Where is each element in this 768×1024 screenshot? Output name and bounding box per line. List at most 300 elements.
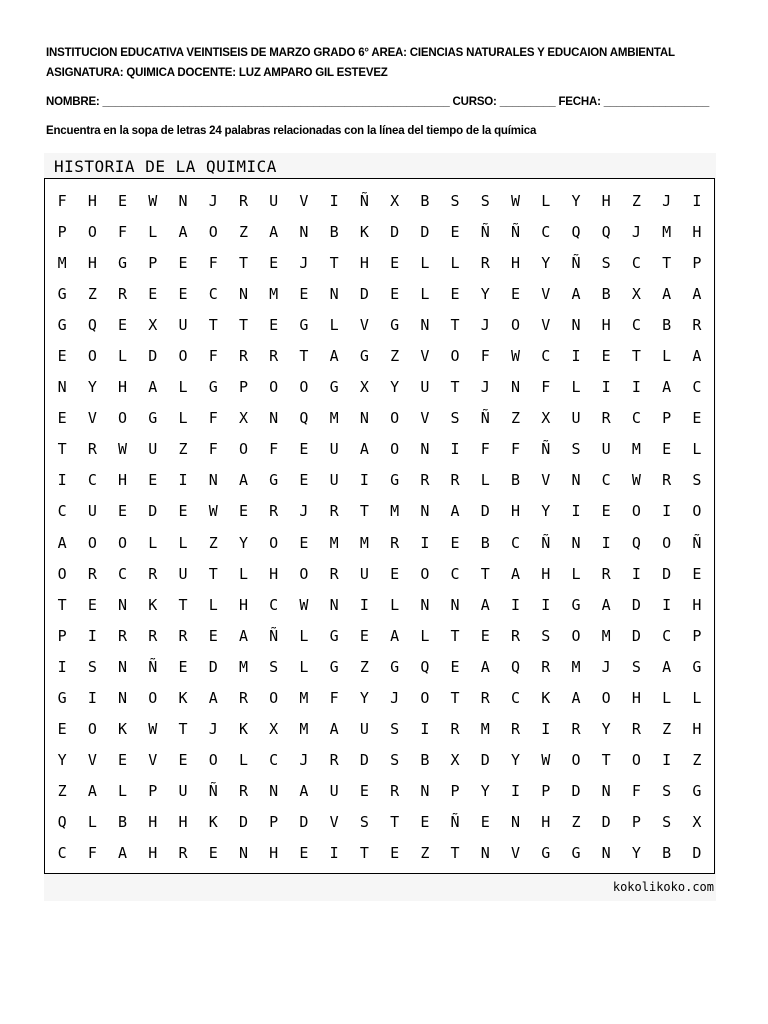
grid-letter[interactable]: R [329,564,339,583]
grid-letter[interactable]: U [269,191,279,210]
grid-letter[interactable]: V [541,284,551,303]
grid-letter[interactable]: Z [420,844,430,863]
grid-letter[interactable]: N [420,782,430,801]
grid-letter[interactable]: R [118,284,128,303]
grid-letter[interactable]: M [662,222,672,241]
grid-letter[interactable]: Z [57,782,67,801]
grid-letter[interactable]: X [631,284,641,303]
grid-letter[interactable]: A [662,284,672,303]
grid-letter[interactable]: O [420,688,430,707]
grid-letter[interactable]: N [208,471,218,490]
grid-letter[interactable]: N [238,284,248,303]
grid-letter[interactable]: I [662,502,672,521]
grid-letter[interactable]: E [450,284,460,303]
grid-letter[interactable]: T [178,720,188,739]
grid-letter[interactable]: Ñ [541,533,551,552]
grid-letter[interactable]: I [420,533,430,552]
grid-letter[interactable]: E [450,657,460,676]
grid-letter[interactable]: R [118,626,128,645]
grid-letter[interactable]: P [238,378,248,397]
grid-letter[interactable]: D [299,813,309,832]
grid-letter[interactable]: S [450,409,460,428]
grid-letter[interactable]: K [238,720,248,739]
grid-letter[interactable]: C [541,222,551,241]
grid-letter[interactable]: Ñ [480,222,490,241]
grid-letter[interactable]: R [571,720,581,739]
grid-letter[interactable]: B [511,471,521,490]
grid-letter[interactable]: V [359,315,369,334]
grid-letter[interactable]: H [148,813,158,832]
grid-letter[interactable]: M [329,533,339,552]
grid-letter[interactable]: E [87,595,97,614]
grid-letter[interactable]: G [208,378,218,397]
grid-letter[interactable]: A [511,564,521,583]
grid-letter[interactable]: V [299,191,309,210]
grid-letter[interactable]: U [87,502,97,521]
grid-letter[interactable]: Q [299,409,309,428]
grid-letter[interactable]: L [571,378,581,397]
grid-letter[interactable]: R [390,533,400,552]
grid-letter[interactable]: I [178,471,188,490]
grid-letter[interactable]: L [692,440,702,459]
grid-letter[interactable]: E [178,657,188,676]
grid-letter[interactable]: N [329,595,339,614]
grid-letter[interactable]: I [57,657,67,676]
grid-letter[interactable]: G [692,782,702,801]
grid-letter[interactable]: T [450,844,460,863]
grid-letter[interactable]: L [329,315,339,334]
grid-letter[interactable]: G [269,471,279,490]
grid-letter[interactable]: C [87,471,97,490]
grid-letter[interactable]: I [87,688,97,707]
grid-letter[interactable]: T [662,253,672,272]
grid-letter[interactable]: Y [511,751,521,770]
grid-letter[interactable]: N [359,409,369,428]
grid-letter[interactable]: Ñ [541,440,551,459]
grid-letter[interactable]: L [571,564,581,583]
grid-letter[interactable]: I [450,440,460,459]
grid-letter[interactable]: B [480,533,490,552]
grid-letter[interactable]: O [269,378,279,397]
grid-letter[interactable]: C [662,626,672,645]
grid-letter[interactable]: F [511,440,521,459]
grid-letter[interactable]: T [390,813,400,832]
grid-letter[interactable]: U [178,315,188,334]
grid-letter[interactable]: O [390,440,400,459]
grid-letter[interactable]: G [329,626,339,645]
grid-letter[interactable]: Z [511,409,521,428]
grid-letter[interactable]: Y [631,844,641,863]
grid-letter[interactable]: E [299,471,309,490]
grid-letter[interactable]: V [148,751,158,770]
grid-letter[interactable]: W [118,440,128,459]
grid-letter[interactable]: S [631,657,641,676]
grid-letter[interactable]: C [118,564,128,583]
grid-letter[interactable]: L [390,595,400,614]
grid-letter[interactable]: E [57,409,67,428]
grid-letter[interactable]: Y [359,688,369,707]
grid-letter[interactable]: J [208,191,218,210]
grid-letter[interactable]: D [390,222,400,241]
grid-letter[interactable]: U [420,378,430,397]
grid-letter[interactable]: R [178,626,188,645]
grid-letter[interactable]: U [359,720,369,739]
grid-letter[interactable]: L [420,284,430,303]
curso-field[interactable]: _________ [499,96,556,108]
grid-letter[interactable]: S [601,253,611,272]
grid-letter[interactable]: H [118,471,128,490]
grid-letter[interactable]: E [480,813,490,832]
grid-letter[interactable]: C [208,284,218,303]
grid-letter[interactable]: W [148,191,158,210]
grid-letter[interactable]: E [450,533,460,552]
grid-letter[interactable]: H [269,844,279,863]
grid-letter[interactable]: E [692,409,702,428]
grid-letter[interactable]: L [662,688,672,707]
grid-letter[interactable]: M [601,626,611,645]
grid-letter[interactable]: I [511,782,521,801]
grid-letter[interactable]: I [57,471,67,490]
grid-letter[interactable]: F [87,844,97,863]
grid-letter[interactable]: E [178,751,188,770]
grid-letter[interactable]: E [148,471,158,490]
grid-letter[interactable]: A [329,346,339,365]
grid-letter[interactable]: I [601,378,611,397]
grid-letter[interactable]: U [329,471,339,490]
grid-letter[interactable]: O [238,440,248,459]
grid-letter[interactable]: R [450,720,460,739]
grid-letter[interactable]: E [299,284,309,303]
grid-letter[interactable]: A [571,284,581,303]
grid-letter[interactable]: N [299,222,309,241]
grid-letter[interactable]: O [87,222,97,241]
grid-letter[interactable]: X [541,409,551,428]
grid-letter[interactable]: A [238,471,248,490]
grid-letter[interactable]: E [269,315,279,334]
grid-letter[interactable]: T [238,253,248,272]
grid-letter[interactable]: R [480,253,490,272]
grid-letter[interactable]: P [541,782,551,801]
grid-letter[interactable]: T [450,378,460,397]
grid-letter[interactable]: Y [571,191,581,210]
grid-letter[interactable]: N [511,378,521,397]
grid-letter[interactable]: D [420,222,430,241]
grid-letter[interactable]: X [692,813,702,832]
grid-letter[interactable]: D [631,626,641,645]
grid-letter[interactable]: A [450,502,460,521]
grid-letter[interactable]: Ñ [511,222,521,241]
grid-letter[interactable]: H [541,564,551,583]
grid-letter[interactable]: J [299,751,309,770]
grid-letter[interactable]: D [601,813,611,832]
grid-letter[interactable]: L [148,222,158,241]
grid-letter[interactable]: H [692,222,702,241]
grid-letter[interactable]: O [571,751,581,770]
grid-letter[interactable]: A [208,688,218,707]
grid-letter[interactable]: Z [571,813,581,832]
grid-letter[interactable]: N [571,471,581,490]
grid-letter[interactable]: F [541,378,551,397]
grid-letter[interactable]: D [480,751,490,770]
grid-letter[interactable]: Z [692,751,702,770]
grid-letter[interactable]: N [238,844,248,863]
grid-letter[interactable]: G [692,657,702,676]
grid-letter[interactable]: M [269,284,279,303]
grid-letter[interactable]: S [269,657,279,676]
grid-letter[interactable]: O [148,688,158,707]
grid-letter[interactable]: Ñ [359,191,369,210]
grid-letter[interactable]: B [601,284,611,303]
grid-letter[interactable]: H [238,595,248,614]
grid-letter[interactable]: Ñ [571,253,581,272]
grid-letter[interactable]: G [299,315,309,334]
grid-letter[interactable]: W [208,502,218,521]
grid-letter[interactable]: T [329,253,339,272]
grid-letter[interactable]: G [571,844,581,863]
grid-letter[interactable]: V [420,346,430,365]
grid-letter[interactable]: R [601,564,611,583]
grid-letter[interactable]: P [631,813,641,832]
grid-letter[interactable]: H [601,191,611,210]
grid-letter[interactable]: V [541,471,551,490]
grid-letter[interactable]: Y [390,378,400,397]
grid-letter[interactable]: W [541,751,551,770]
grid-letter[interactable]: Z [390,346,400,365]
grid-letter[interactable]: L [420,626,430,645]
grid-letter[interactable]: V [87,751,97,770]
grid-letter[interactable]: H [511,502,521,521]
grid-letter[interactable]: G [571,595,581,614]
grid-letter[interactable]: Z [359,657,369,676]
grid-letter[interactable]: U [601,440,611,459]
grid-letter[interactable]: R [511,626,521,645]
grid-letter[interactable]: Z [662,720,672,739]
grid-letter[interactable]: L [118,782,128,801]
grid-letter[interactable]: E [480,626,490,645]
grid-letter[interactable]: T [359,844,369,863]
grid-letter[interactable]: L [480,471,490,490]
grid-letter[interactable]: Ñ [208,782,218,801]
grid-letter[interactable]: A [390,626,400,645]
grid-letter[interactable]: A [299,782,309,801]
grid-letter[interactable]: K [359,222,369,241]
grid-letter[interactable]: L [148,533,158,552]
grid-letter[interactable]: A [238,626,248,645]
grid-letter[interactable]: E [390,564,400,583]
grid-letter[interactable]: B [329,222,339,241]
grid-letter[interactable]: C [269,595,279,614]
grid-letter[interactable]: A [601,595,611,614]
grid-letter[interactable]: M [238,657,248,676]
grid-letter[interactable]: Ñ [450,813,460,832]
grid-letter[interactable]: T [631,346,641,365]
grid-letter[interactable]: M [299,688,309,707]
grid-letter[interactable]: E [178,253,188,272]
grid-letter[interactable]: L [178,533,188,552]
grid-letter[interactable]: W [148,720,158,739]
grid-letter[interactable]: Z [238,222,248,241]
grid-letter[interactable]: W [631,471,641,490]
grid-letter[interactable]: I [662,595,672,614]
grid-letter[interactable]: Ñ [269,626,279,645]
grid-letter[interactable]: C [511,533,521,552]
grid-letter[interactable]: B [420,751,430,770]
grid-letter[interactable]: O [299,564,309,583]
grid-letter[interactable]: U [178,782,188,801]
grid-letter[interactable]: R [692,315,702,334]
fecha-field[interactable]: _________________ [603,96,710,108]
grid-letter[interactable]: L [299,626,309,645]
grid-letter[interactable]: A [87,782,97,801]
grid-letter[interactable]: T [450,626,460,645]
grid-letter[interactable]: A [480,595,490,614]
grid-letter[interactable]: K [208,813,218,832]
grid-letter[interactable]: A [359,440,369,459]
grid-letter[interactable]: X [450,751,460,770]
grid-letter[interactable]: Q [571,222,581,241]
grid-letter[interactable]: Y [238,533,248,552]
grid-letter[interactable]: P [57,222,67,241]
grid-letter[interactable]: D [238,813,248,832]
grid-letter[interactable]: A [662,657,672,676]
grid-letter[interactable]: J [662,191,672,210]
grid-letter[interactable]: A [57,533,67,552]
grid-letter[interactable]: N [420,502,430,521]
grid-letter[interactable]: N [450,595,460,614]
grid-letter[interactable]: U [329,782,339,801]
grid-letter[interactable]: B [118,813,128,832]
grid-letter[interactable]: N [480,844,490,863]
grid-letter[interactable]: H [269,564,279,583]
grid-letter[interactable]: E [359,626,369,645]
grid-letter[interactable]: G [57,315,67,334]
grid-letter[interactable]: N [420,315,430,334]
grid-letter[interactable]: N [601,782,611,801]
grid-letter[interactable]: S [390,751,400,770]
grid-letter[interactable]: R [662,471,672,490]
grid-letter[interactable]: S [571,440,581,459]
grid-letter[interactable]: J [299,502,309,521]
grid-letter[interactable]: O [208,222,218,241]
grid-letter[interactable]: Y [541,253,551,272]
grid-letter[interactable]: D [359,751,369,770]
grid-letter[interactable]: W [299,595,309,614]
grid-letter[interactable]: F [631,782,641,801]
grid-letter[interactable]: P [148,253,158,272]
grid-letter[interactable]: H [692,720,702,739]
grid-letter[interactable]: Q [57,813,67,832]
grid-letter[interactable]: X [269,720,279,739]
grid-letter[interactable]: Y [480,782,490,801]
grid-letter[interactable]: Q [631,533,641,552]
grid-letter[interactable]: E [662,440,672,459]
grid-letter[interactable]: E [118,502,128,521]
grid-letter[interactable]: O [571,626,581,645]
grid-letter[interactable]: N [329,284,339,303]
grid-letter[interactable]: P [692,626,702,645]
grid-letter[interactable]: C [57,844,67,863]
grid-letter[interactable]: O [601,688,611,707]
grid-letter[interactable]: R [148,626,158,645]
grid-letter[interactable]: D [208,657,218,676]
grid-letter[interactable]: L [178,409,188,428]
grid-letter[interactable]: E [450,222,460,241]
grid-letter[interactable]: C [450,564,460,583]
grid-letter[interactable]: O [269,533,279,552]
grid-letter[interactable]: M [480,720,490,739]
grid-letter[interactable]: L [87,813,97,832]
grid-letter[interactable]: F [118,222,128,241]
grid-letter[interactable]: I [631,378,641,397]
grid-letter[interactable]: O [692,502,702,521]
grid-letter[interactable]: Q [87,315,97,334]
grid-letter[interactable]: Ñ [692,533,702,552]
grid-letter[interactable]: S [662,782,672,801]
grid-letter[interactable]: G [541,844,551,863]
grid-letter[interactable]: E [238,502,248,521]
grid-letter[interactable]: K [541,688,551,707]
grid-letter[interactable]: K [118,720,128,739]
grid-letter[interactable]: I [601,533,611,552]
grid-letter[interactable]: Q [420,657,430,676]
grid-letter[interactable]: R [87,440,97,459]
grid-letter[interactable]: Q [511,657,521,676]
grid-letter[interactable]: T [480,564,490,583]
grid-letter[interactable]: S [87,657,97,676]
grid-letter[interactable]: Ñ [480,409,490,428]
grid-letter[interactable]: L [450,253,460,272]
grid-letter[interactable]: T [208,564,218,583]
grid-letter[interactable]: C [631,409,641,428]
grid-letter[interactable]: N [511,813,521,832]
grid-letter[interactable]: F [208,346,218,365]
grid-letter[interactable]: R [511,720,521,739]
grid-letter[interactable]: K [148,595,158,614]
grid-letter[interactable]: O [118,409,128,428]
grid-letter[interactable]: Y [541,502,551,521]
grid-letter[interactable]: R [148,564,158,583]
grid-letter[interactable]: E [57,346,67,365]
grid-letter[interactable]: G [390,471,400,490]
grid-letter[interactable]: T [238,315,248,334]
grid-letter[interactable]: R [238,346,248,365]
grid-letter[interactable]: H [118,378,128,397]
grid-letter[interactable]: G [57,284,67,303]
grid-letter[interactable]: T [208,315,218,334]
grid-letter[interactable]: E [390,253,400,272]
grid-letter[interactable]: O [662,533,672,552]
grid-letter[interactable]: T [178,595,188,614]
grid-letter[interactable]: L [541,191,551,210]
grid-letter[interactable]: C [57,502,67,521]
grid-letter[interactable]: R [480,688,490,707]
grid-letter[interactable]: S [450,191,460,210]
grid-letter[interactable]: D [571,782,581,801]
grid-letter[interactable]: O [87,346,97,365]
grid-letter[interactable]: N [269,409,279,428]
grid-letter[interactable]: A [692,284,702,303]
grid-letter[interactable]: E [118,315,128,334]
grid-letter[interactable]: I [329,844,339,863]
grid-letter[interactable]: T [450,315,460,334]
grid-letter[interactable]: M [299,720,309,739]
grid-letter[interactable]: F [480,440,490,459]
grid-letter[interactable]: Y [601,720,611,739]
grid-letter[interactable]: H [359,253,369,272]
grid-letter[interactable]: P [450,782,460,801]
grid-letter[interactable]: P [692,253,702,272]
grid-letter[interactable]: N [420,595,430,614]
